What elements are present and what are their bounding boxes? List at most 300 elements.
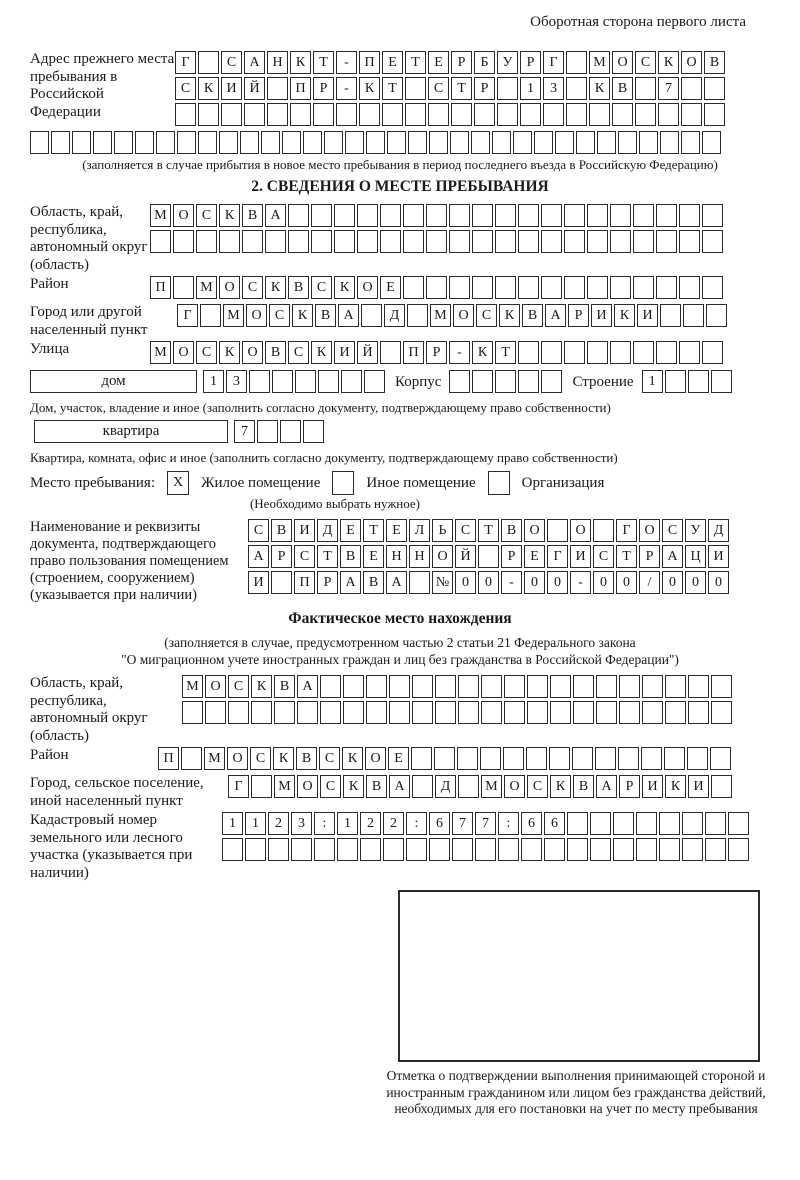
char-cell: 6: [429, 812, 450, 835]
char-cell: [633, 341, 654, 364]
char-cell: [705, 838, 726, 861]
char-cell: [704, 103, 725, 126]
char-cell: Д: [708, 519, 729, 542]
char-cell: [633, 204, 654, 227]
kvartira-row: [234, 420, 326, 443]
char-cell: 0: [478, 571, 499, 594]
char-cell: [656, 341, 677, 364]
char-cell: [550, 701, 571, 724]
char-cell: 0: [593, 571, 614, 594]
char-cell: В: [265, 341, 286, 364]
char-cell: А: [662, 545, 683, 568]
char-cell: [520, 103, 541, 126]
char-cell: [366, 701, 387, 724]
char-cell: С: [269, 304, 290, 327]
char-cell: Т: [478, 519, 499, 542]
char-cell: [403, 204, 424, 227]
char-cell: -: [336, 77, 357, 100]
char-cell: [314, 838, 335, 861]
char-cell: Р: [619, 775, 640, 798]
char-cell: [658, 103, 679, 126]
char-cell: [320, 675, 341, 698]
char-cell: [679, 204, 700, 227]
fact-raion-block: [30, 747, 770, 773]
raion-block: [30, 276, 770, 302]
char-cell: [590, 838, 611, 861]
char-cell: В: [366, 775, 387, 798]
char-cell: [513, 131, 532, 154]
char-cell: 7: [452, 812, 473, 835]
char-cell: С: [228, 675, 249, 698]
char-cell: [728, 838, 749, 861]
option-label-zhiloe: Жилое помещение: [201, 474, 321, 491]
gorod-row: [177, 304, 729, 327]
char-cell: К: [359, 77, 380, 100]
char-cell: [244, 103, 265, 126]
char-cell: О: [173, 341, 194, 364]
gorod-label: Город или другой населенный пункт: [30, 304, 148, 338]
char-cell: К: [219, 204, 240, 227]
option-label-inoe: Иное помещение: [366, 474, 476, 491]
char-cell: [311, 204, 332, 227]
char-cell: [710, 747, 731, 770]
char-cell: [527, 675, 548, 698]
char-cell: [245, 838, 266, 861]
char-cell: [541, 204, 562, 227]
stamp-caption: Отметка о подтверждении выполнения принимающей стороной и иностранным гражданином или лицом без гражданства действий, необходимых для его постановки на учет по месту пребывания: [386, 1068, 766, 1116]
char-cell: С: [242, 276, 263, 299]
char-cell: [704, 77, 725, 100]
char-cell: [364, 370, 385, 393]
char-cell: [471, 131, 490, 154]
char-cell: А: [297, 675, 318, 698]
char-cell: [303, 420, 324, 443]
char-cell: М: [589, 51, 610, 74]
char-cell: Е: [386, 519, 407, 542]
char-cell: К: [342, 747, 363, 770]
char-cell: -: [501, 571, 522, 594]
char-cell: 0: [685, 571, 706, 594]
kvartira-block: [30, 420, 770, 446]
fact-caption-line2: "О миграционном учете иностранных граждан и лиц без гражданства в Российской Федерации"): [121, 651, 679, 667]
char-cell: [271, 571, 292, 594]
char-cell: [359, 103, 380, 126]
char-cell: [450, 131, 469, 154]
char-cell: И: [708, 545, 729, 568]
char-cell: У: [685, 519, 706, 542]
char-cell: И: [688, 775, 709, 798]
char-cell: А: [596, 775, 617, 798]
raion-row: [150, 276, 725, 299]
char-cell: К: [290, 51, 311, 74]
char-cell: [573, 675, 594, 698]
document-row-3: [248, 571, 731, 594]
char-cell: М: [182, 675, 203, 698]
char-cell: [357, 230, 378, 253]
char-cell: [318, 370, 339, 393]
char-cell: [407, 304, 428, 327]
char-cell: :: [498, 812, 519, 835]
char-cell: Т: [451, 77, 472, 100]
char-cell: [544, 838, 565, 861]
char-cell: Т: [313, 51, 334, 74]
char-cell: 2: [268, 812, 289, 835]
char-cell: [173, 230, 194, 253]
char-cell: С: [476, 304, 497, 327]
char-cell: [711, 370, 732, 393]
char-cell: [480, 747, 501, 770]
char-cell: И: [221, 77, 242, 100]
char-cell: Е: [524, 545, 545, 568]
stroenie-row: [642, 370, 734, 393]
dom-caption: Дом, участок, владение и иное (заполнить согласно документу, подтверждающему право собственности): [30, 400, 611, 415]
char-cell: [576, 131, 595, 154]
char-cell: К: [292, 304, 313, 327]
char-cell: [478, 545, 499, 568]
char-cell: О: [453, 304, 474, 327]
fact-gorod-block: [30, 775, 770, 810]
fact-oblast-label: Область, край, республика, автономный округ (область): [30, 675, 148, 744]
char-cell: В: [274, 675, 295, 698]
char-cell: [288, 230, 309, 253]
char-cell: А: [545, 304, 566, 327]
char-cell: Г: [543, 51, 564, 74]
char-cell: [175, 103, 196, 126]
char-cell: И: [591, 304, 612, 327]
char-cell: [334, 204, 355, 227]
char-cell: [566, 51, 587, 74]
char-cell: [412, 675, 433, 698]
document-row-1: [248, 519, 731, 542]
fact-caption-line1: (заполняется в случае, предусмотренном частью 2 статьи 21 Федерального закона: [164, 635, 636, 650]
char-cell: [498, 838, 519, 861]
char-cell: [702, 341, 723, 364]
char-cell: В: [704, 51, 725, 74]
char-cell: М: [223, 304, 244, 327]
char-cell: Ц: [685, 545, 706, 568]
char-cell: [728, 812, 749, 835]
char-cell: [366, 675, 387, 698]
char-cell: [291, 838, 312, 861]
char-cell: [566, 103, 587, 126]
char-cell: [251, 775, 272, 798]
char-cell: [543, 103, 564, 126]
prev-address-row-3: [175, 103, 727, 126]
char-cell: 0: [708, 571, 729, 594]
char-cell: [409, 571, 430, 594]
char-cell: [360, 838, 381, 861]
char-cell: [534, 131, 553, 154]
char-cell: [449, 370, 470, 393]
prev-address-grids: [175, 51, 727, 129]
char-cell: [198, 131, 217, 154]
char-cell: Т: [405, 51, 426, 74]
char-cell: [336, 103, 357, 126]
char-cell: [656, 276, 677, 299]
char-cell: 1: [642, 370, 663, 393]
char-cell: [492, 131, 511, 154]
fact-raion-label: Район: [30, 747, 69, 763]
char-cell: Т: [363, 519, 384, 542]
checkbox-inoe-pomeshchenie: [332, 471, 354, 495]
char-cell: [521, 838, 542, 861]
char-cell: К: [658, 51, 679, 74]
char-cell: [587, 276, 608, 299]
char-cell: [567, 838, 588, 861]
char-cell: [380, 341, 401, 364]
char-cell: О: [570, 519, 591, 542]
char-cell: [706, 304, 727, 327]
char-cell: 3: [291, 812, 312, 835]
stamp-box: [398, 890, 760, 1062]
kadastr-row-2: [222, 838, 751, 861]
char-cell: [610, 204, 631, 227]
char-cell: Е: [388, 747, 409, 770]
char-cell: [665, 675, 686, 698]
char-cell: С: [428, 77, 449, 100]
ulitsa-block: [30, 341, 770, 367]
char-cell: Й: [455, 545, 476, 568]
char-cell: [610, 230, 631, 253]
char-cell: [383, 838, 404, 861]
char-cell: [527, 701, 548, 724]
char-cell: [481, 701, 502, 724]
char-cell: [555, 131, 574, 154]
char-cell: [495, 204, 516, 227]
char-cell: [282, 131, 301, 154]
char-cell: [324, 131, 343, 154]
char-cell: [495, 230, 516, 253]
char-cell: О: [504, 775, 525, 798]
char-cell: [411, 747, 432, 770]
char-cell: [51, 131, 70, 154]
char-cell: А: [340, 571, 361, 594]
char-cell: [573, 701, 594, 724]
char-cell: Р: [451, 51, 472, 74]
char-cell: [474, 103, 495, 126]
char-cell: [550, 675, 571, 698]
char-cell: П: [150, 276, 171, 299]
char-cell: [412, 775, 433, 798]
char-cell: [549, 747, 570, 770]
oblast-row-2: [150, 230, 725, 253]
char-cell: [451, 103, 472, 126]
char-cell: [618, 747, 639, 770]
char-cell: [495, 276, 516, 299]
char-cell: Г: [228, 775, 249, 798]
char-cell: Т: [382, 77, 403, 100]
char-cell: М: [150, 341, 171, 364]
char-cell: [288, 204, 309, 227]
fact-oblast-row-1: [182, 675, 734, 698]
char-cell: К: [614, 304, 635, 327]
char-cell: [618, 131, 637, 154]
char-cell: К: [273, 747, 294, 770]
page-side-note: Оборотная сторона первого листа: [530, 14, 746, 30]
char-cell: 7: [658, 77, 679, 100]
char-cell: [389, 701, 410, 724]
char-cell: Б: [474, 51, 495, 74]
char-cell: [30, 131, 49, 154]
char-cell: [639, 131, 658, 154]
char-cell: [518, 276, 539, 299]
checkbox-organizatsiya: [488, 471, 510, 495]
char-cell: [587, 341, 608, 364]
char-cell: [711, 775, 732, 798]
char-cell: О: [297, 775, 318, 798]
char-cell: О: [242, 341, 263, 364]
oblast-grids: [150, 204, 725, 256]
char-cell: [405, 77, 426, 100]
fact-raion-row: [158, 747, 733, 770]
char-cell: [641, 747, 662, 770]
char-cell: Е: [340, 519, 361, 542]
char-cell: С: [250, 747, 271, 770]
char-cell: М: [196, 276, 217, 299]
char-cell: [518, 370, 539, 393]
char-cell: [267, 77, 288, 100]
char-cell: [504, 701, 525, 724]
char-cell: [688, 701, 709, 724]
char-cell: Л: [409, 519, 430, 542]
document-grids: [248, 519, 731, 597]
char-cell: [408, 131, 427, 154]
char-cell: [596, 701, 617, 724]
char-cell: [449, 276, 470, 299]
char-cell: 3: [226, 370, 247, 393]
char-cell: [541, 341, 562, 364]
fact-title: Фактическое место нахождения: [288, 610, 512, 627]
section2-title: 2. СВЕДЕНИЯ О МЕСТЕ ПРЕБЫВАНИЯ: [251, 178, 549, 195]
oblast-label: Область, край, республика, автономный округ (область): [30, 204, 148, 273]
char-cell: 1: [222, 812, 243, 835]
char-cell: [590, 812, 611, 835]
char-cell: К: [311, 341, 332, 364]
char-cell: [636, 838, 657, 861]
char-cell: В: [242, 204, 263, 227]
char-cell: [564, 276, 585, 299]
char-cell: С: [221, 51, 242, 74]
kadastr-block: [30, 812, 770, 882]
char-cell: [198, 51, 219, 74]
char-cell: [564, 204, 585, 227]
korpus-label: Корпус: [395, 374, 442, 390]
char-cell: [268, 838, 289, 861]
char-cell: Р: [474, 77, 495, 100]
char-cell: 6: [544, 812, 565, 835]
char-cell: С: [288, 341, 309, 364]
char-cell: М: [204, 747, 225, 770]
document-label: Наименование и реквизиты документа, подтверждающего право пользования помещением (строением, сооружением) (указывается при наличии): [30, 519, 229, 603]
char-cell: И: [642, 775, 663, 798]
char-cell: [679, 341, 700, 364]
char-cell: [361, 304, 382, 327]
char-cell: [405, 103, 426, 126]
document-row-2: [248, 545, 731, 568]
char-cell: О: [357, 276, 378, 299]
char-cell: Е: [382, 51, 403, 74]
dom-block: [30, 370, 770, 396]
char-cell: [541, 276, 562, 299]
char-cell: Г: [177, 304, 198, 327]
prev-address-block: [30, 51, 770, 129]
char-cell: [572, 747, 593, 770]
kvartira-caption: Квартира, комната, офис и иное (заполнить согласно документу, подтверждающему право собственности): [30, 450, 618, 465]
char-cell: 6: [521, 812, 542, 835]
char-cell: В: [315, 304, 336, 327]
char-cell: П: [403, 341, 424, 364]
char-cell: [518, 204, 539, 227]
char-cell: [205, 701, 226, 724]
char-cell: С: [311, 276, 332, 299]
char-cell: К: [219, 341, 240, 364]
char-cell: [290, 103, 311, 126]
char-cell: [613, 838, 634, 861]
char-cell: П: [359, 51, 380, 74]
char-cell: [687, 747, 708, 770]
oblast-block: [30, 204, 770, 274]
char-cell: [429, 131, 448, 154]
char-cell: [320, 701, 341, 724]
mesto-block: [30, 471, 770, 495]
char-cell: С: [319, 747, 340, 770]
char-cell: [475, 838, 496, 861]
char-cell: [406, 838, 427, 861]
char-cell: 2: [383, 812, 404, 835]
char-cell: [261, 131, 280, 154]
char-cell: [503, 747, 524, 770]
char-cell: [497, 77, 518, 100]
char-cell: [311, 230, 332, 253]
char-cell: [334, 230, 355, 253]
char-cell: [610, 276, 631, 299]
char-cell: 1: [203, 370, 224, 393]
char-cell: [452, 838, 473, 861]
char-cell: Т: [495, 341, 516, 364]
fact-oblast-block: [30, 675, 770, 745]
oblast-row-1: [150, 204, 725, 227]
char-cell: [633, 276, 654, 299]
char-cell: [587, 204, 608, 227]
char-cell: [472, 276, 493, 299]
char-cell: [458, 701, 479, 724]
char-cell: О: [639, 519, 660, 542]
char-cell: Е: [428, 51, 449, 74]
char-cell: [403, 276, 424, 299]
char-cell: [619, 701, 640, 724]
char-cell: [610, 341, 631, 364]
char-cell: [221, 103, 242, 126]
char-cell: К: [472, 341, 493, 364]
char-cell: [200, 304, 221, 327]
char-cell: [173, 276, 194, 299]
char-cell: [681, 131, 700, 154]
char-cell: В: [340, 545, 361, 568]
char-cell: Г: [175, 51, 196, 74]
mesto-label: Место пребывания:: [30, 474, 155, 491]
char-cell: 1: [245, 812, 266, 835]
char-cell: И: [637, 304, 658, 327]
char-cell: [702, 131, 721, 154]
char-cell: [382, 103, 403, 126]
char-cell: [679, 230, 700, 253]
char-cell: 0: [547, 571, 568, 594]
char-cell: [135, 131, 154, 154]
fact-oblast-grids: [182, 675, 734, 727]
char-cell: Н: [386, 545, 407, 568]
char-cell: О: [432, 545, 453, 568]
char-cell: О: [205, 675, 226, 698]
